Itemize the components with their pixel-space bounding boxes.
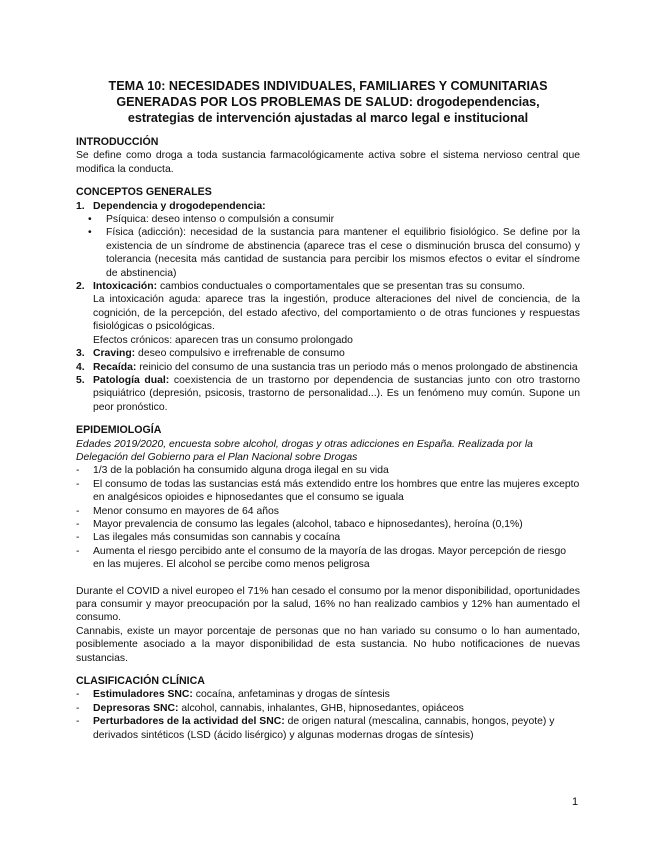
item-number: 3.: [76, 348, 85, 360]
title-line-3: estrategias de intervención ajustadas al marco legal e institucional: [127, 111, 529, 125]
section-heading: EPIDEMIOLOGÍA: [76, 424, 162, 437]
paragraph: Durante el COVID a nivel europeo el 71% han cesado el consumo por la menor disponibilidad, oportunidades para consumir y mayor preocupación por la salud, 16% no han realizado cambios y 12% han aumentado el consumo.: [76, 585, 580, 624]
item-term: Intoxicación:: [93, 281, 158, 293]
numbered-item: [76, 280, 580, 293]
bullet-item: • Psíquica: deseo intenso o compulsión a consumir: [88, 214, 335, 226]
bullet-icon: •: [88, 227, 92, 239]
item-number: 4.: [76, 361, 85, 373]
list-item: - Estimuladores SNC: cocaína, anfetaminas y drogas de síntesis: [76, 689, 390, 701]
source-note: Edades 2019/2020, encuesta sobre alcohol, drogas y otras adicciones en España. Realizada por la Delegación del Gobierno para el Plan Nacional sobre Drogas: [76, 438, 533, 463]
item-number: 1.: [76, 200, 85, 212]
list-item: - Depresoras SNC: alcohol, cannabis, inhalantes, GHB, hipnosedantes, opiáceos: [76, 702, 464, 714]
list-item: - Mayor prevalencia de consumo las legales (alcohol, tabaco e hipnosedantes), heroína (0,1%): [76, 518, 523, 530]
item-number: 2.: [76, 281, 85, 293]
numbered-item: [76, 200, 580, 213]
section-heading: INTRODUCCIÓN: [76, 136, 159, 148]
paragraph: La intoxicación aguda: aparece tras la ingestión, produce alteraciones del nivel de conciencia, de la cognición, de la percepción, del estado afectivo, del comportamiento o de otras funciones y respuestas fisiológicas o psicológicas.: [93, 294, 580, 333]
document-page: [76, 78, 580, 752]
bullet-item: • Física (adicción): necesidad de la sustancia para mantener el equilibrio fisiológico. Se define por la existencia de un síndrome de abstinencia (aparece tras el cese o disminución brusca del consumo) y tolerancia (necesita más cantidad de sustancia para percibir los mismos efectos o evitar el síndrome de abstinencia): [88, 227, 580, 279]
title-line-1: TEMA 10: NECESIDADES INDIVIDUALES, FAMILIARES Y COMUNITARIAS: [108, 79, 548, 93]
section-clasificacion: [76, 675, 580, 742]
section-heading: CONCEPTOS GENERALES: [76, 186, 212, 199]
item-term: Craving:: [93, 348, 136, 360]
page-number: 1: [572, 796, 579, 808]
section-epidemiologia: [76, 424, 580, 665]
item-text: deseo compulsivo e irrefrenable de consumo: [135, 348, 345, 360]
numbered-item: [76, 347, 580, 360]
item-text: reinicio del consumo de una sustancia tras un periodo más o menos prolongado de abstinencia: [136, 361, 578, 373]
bullet-icon: •: [88, 214, 92, 226]
paragraph: Efectos crónicos: aparecen tras un consumo prolongado: [93, 334, 353, 346]
list-item: - Aumenta el riesgo percibido ante el consumo de la mayoría de las drogas. Mayor percepción de riesgo en las mujeres. El alcohol se percibe como menos peligrosa: [76, 545, 567, 571]
title-line-2: GENERADAS POR LOS PROBLEMAS DE SALUD: drogodependencias,: [116, 95, 540, 109]
numbered-item: [76, 374, 580, 414]
section-conceptos: [76, 186, 580, 414]
section-introduccion: [76, 136, 580, 176]
item-term: Dependencia y drogodependencia:: [93, 200, 266, 212]
list-item: - El consumo de todas las sustancias está más extendido entre los hombres que entre las mujeres excepto en analgésicos opioides e hipnosedantes que el consumo se iguala: [76, 478, 580, 504]
item-text: cambios conductuales o comportamentales que se presentan tras su consumo.: [157, 281, 526, 293]
list-item: - Perturbadores de la actividad del SNC: de origen natural (mescalina, cannabis, hongos, peyote) y derivados sintéticos (LSD (ácido lisérgico) y algunas modernas drogas de síntesis): [76, 716, 555, 741]
paragraph: Cannabis, existe un mayor porcentaje de personas que no han variado su consumo o lo han aumentado, posiblemente asociado a la mayor disponibilidad de esta sustancia. No hubo notificaciones de nuevas sustancias.: [76, 625, 580, 664]
paragraph: Se define como droga a toda sustancia farmacológicamente activa sobre el sistema nervioso central que modifica la conducta.: [76, 150, 580, 175]
item-text: coexistencia de un trastorno por dependencia de sustancias junto con otro trastorno psiquiátrico (depresión, psicosis, trastorno de personalidad...). Es un fenómeno muy común. Supone un peor pronóstico.: [93, 374, 580, 413]
item-number: 5.: [76, 374, 85, 386]
list-item: - 1/3 de la población ha consumido alguna droga ilegal en su vida: [76, 465, 389, 477]
item-term: Patología dual:: [93, 374, 170, 386]
list-item: - Menor consumo en mayores de 64 años: [76, 505, 279, 517]
item-term: Recaída:: [93, 361, 137, 373]
numbered-item: [76, 361, 580, 374]
document-title: [76, 78, 580, 126]
spacer: [76, 572, 580, 585]
list-item: - Las ilegales más consumidas son cannabis y cocaína: [76, 532, 341, 544]
section-heading: CLASIFICACIÓN CLÍNICA: [76, 675, 205, 688]
